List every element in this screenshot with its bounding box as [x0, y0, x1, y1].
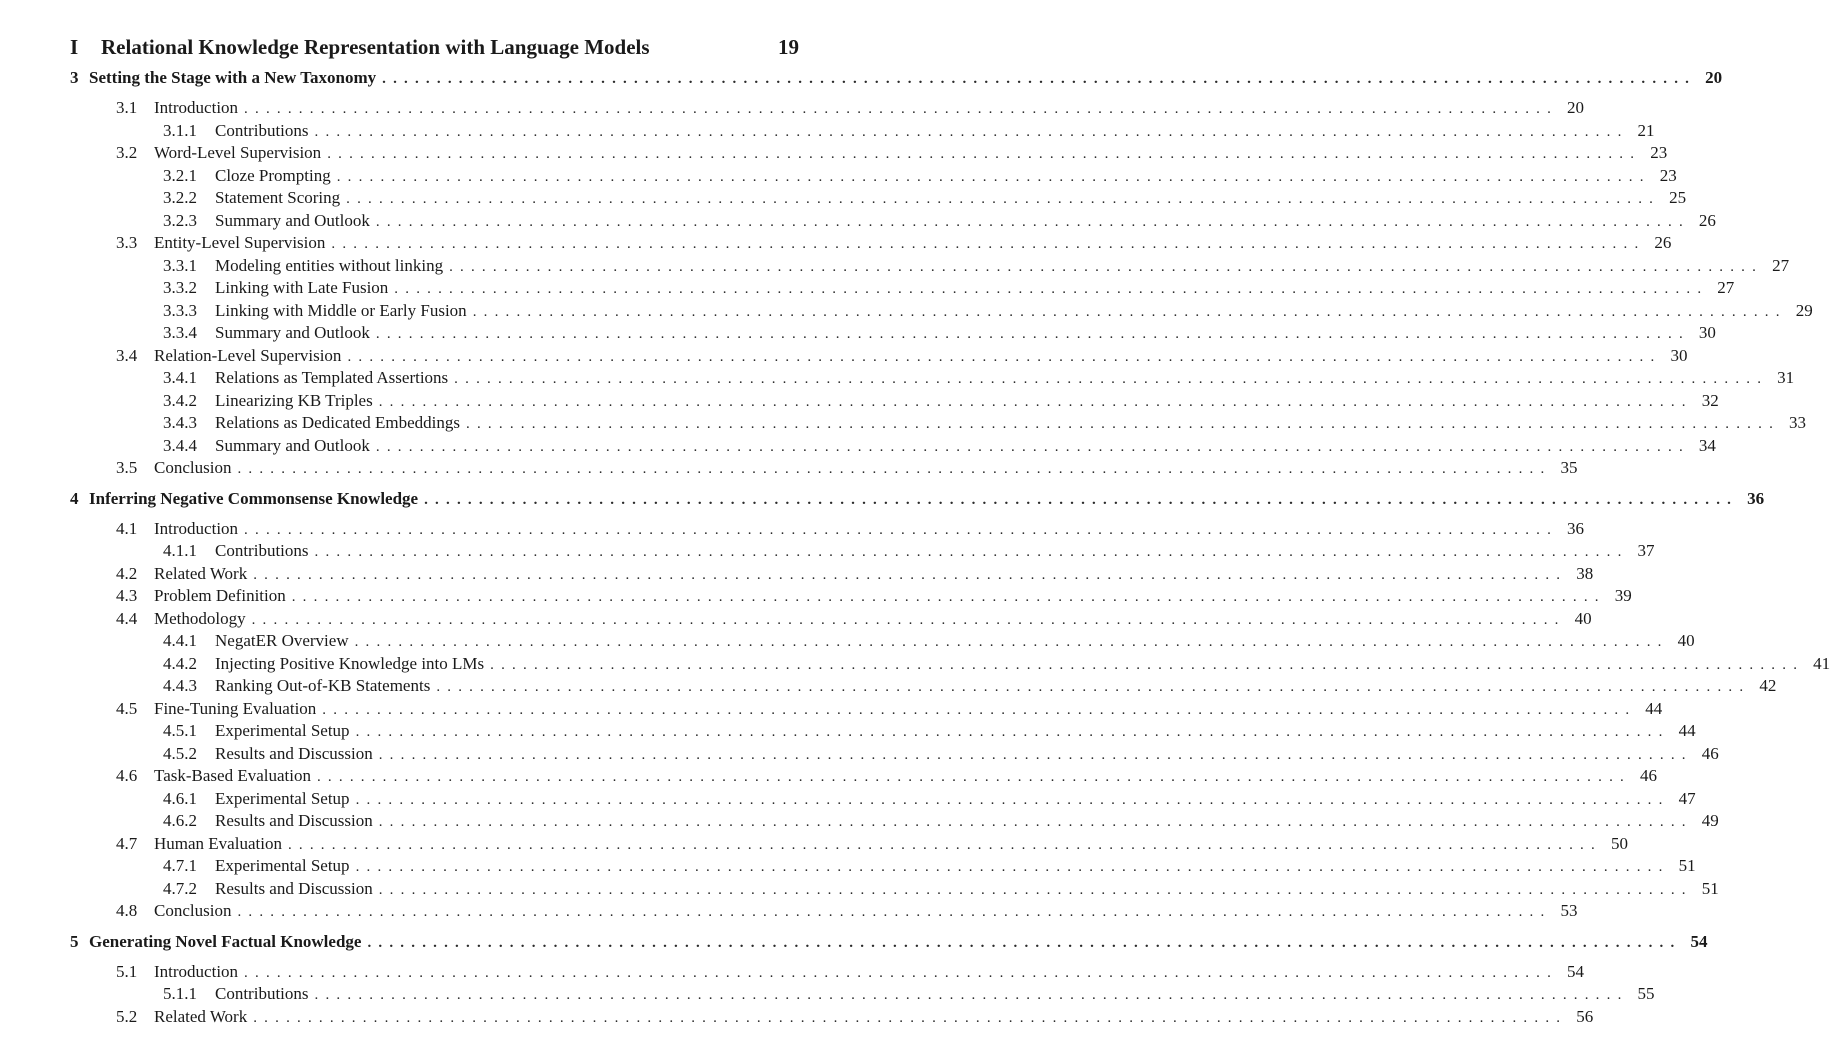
toc-entry-subsection[interactable] — [0, 255, 1790, 277]
toc-entry-section[interactable] — [0, 345, 1688, 367]
entry-number: 3.4.4 — [163, 435, 197, 455]
entry-title: Relations as Dedicated Embeddings — [215, 413, 461, 432]
entry-number: 4.4.3 — [163, 676, 197, 695]
entry-number: 4.2 — [116, 563, 138, 583]
entry-title: Introduction — [154, 518, 239, 538]
entry-number: 3.3.1 — [163, 255, 197, 275]
entry-number: 3.4.1 — [163, 368, 197, 387]
entry-title: Problem Definition — [154, 586, 286, 605]
entry-title: Results and Discussion — [215, 878, 373, 898]
entry-title: Statement Scoring — [215, 188, 341, 207]
dot-leader: ........................................................................................................................ — [382, 71, 1697, 87]
dot-leader: ........................................................................................................................ — [375, 326, 1690, 342]
dot-leader: ........................................................................................................................ — [253, 566, 1568, 583]
entry-title: Summary and Outlook — [215, 435, 370, 455]
entry-page-number: 37 — [1637, 541, 1655, 560]
entry-page-number: 40 — [1574, 608, 1592, 628]
entry-title: Setting the Stage with a New Taxonomy — [89, 68, 377, 87]
dot-leader: ........................................................................................................................ — [378, 881, 1693, 898]
entry-title: Introduction — [154, 98, 239, 117]
entry-page-number: 29 — [1795, 300, 1813, 320]
entry-number: 3.2.3 — [163, 210, 197, 230]
entry-title: NegatER Overview — [215, 631, 349, 650]
toc-entry-subsection[interactable] — [0, 743, 1719, 765]
entry-page-number: 27 — [1772, 255, 1790, 275]
entry-title: Relation-Level Supervision — [154, 345, 342, 365]
dot-leader: ........................................................................................................................ — [355, 791, 1670, 808]
entry-page-number: 54 — [1567, 961, 1585, 981]
entry-number: 3 — [70, 68, 79, 87]
toc-entry-subsection[interactable] — [0, 322, 1716, 344]
toc-entry-section[interactable] — [0, 232, 1672, 254]
entry-page-number: 38 — [1576, 563, 1594, 583]
entry-number: 3.2.2 — [163, 188, 197, 207]
entry-page-number: 51 — [1678, 856, 1696, 875]
entry-page-number: 34 — [1698, 435, 1716, 455]
entry-page-number: 56 — [1576, 1006, 1594, 1026]
dot-leader: ........................................................................................................................ — [454, 371, 1769, 387]
toc-entry-subsection[interactable] — [0, 120, 1655, 142]
toc-entry-subsection[interactable] — [0, 277, 1735, 299]
part-page-number: 19 — [778, 35, 799, 59]
dot-leader: ........................................................................................................................ — [378, 746, 1693, 763]
entry-title: Contributions — [215, 984, 309, 1003]
entry-title: Experimental Setup — [215, 788, 350, 808]
dot-leader: ........................................................................................................................ — [251, 611, 1566, 628]
entry-page-number: 20 — [1705, 68, 1723, 87]
toc-entry-section[interactable] — [0, 961, 1585, 983]
entry-title: Experimental Setup — [215, 721, 350, 740]
entry-page-number: 35 — [1560, 458, 1578, 477]
dot-leader: ........................................................................................................................ — [436, 679, 1751, 695]
entry-title: Ranking Out-of-KB Statements — [215, 676, 431, 695]
entry-number: 4.8 — [116, 901, 138, 920]
toc-entry-section[interactable] — [0, 585, 1632, 607]
entry-page-number: 55 — [1637, 984, 1655, 1003]
entry-number: 4 — [70, 488, 79, 508]
dot-leader: ........................................................................................................................ — [244, 964, 1559, 981]
entry-number: 4.7 — [116, 833, 138, 853]
entry-number: 3.3.4 — [163, 323, 197, 342]
dot-leader: ........................................................................................................................ — [354, 634, 1669, 650]
toc-entry-section[interactable] — [0, 698, 1663, 720]
entry-page-number: 26 — [1654, 233, 1672, 252]
entry-number: 4.7.2 — [163, 878, 197, 898]
toc-entry-subsection[interactable] — [0, 675, 1777, 697]
dot-leader: ........................................................................................................................ — [490, 656, 1805, 673]
entry-number: 3.4.3 — [163, 413, 197, 432]
toc-entry-section[interactable] — [0, 765, 1657, 787]
dot-leader: ........................................................................................................................ — [336, 168, 1651, 185]
toc-entry-subsection[interactable] — [0, 720, 1696, 742]
toc-entry-subsection[interactable] — [0, 810, 1719, 832]
entry-number: 5.1 — [116, 961, 138, 981]
entry-title: Contributions — [215, 541, 309, 560]
entry-page-number: 53 — [1560, 901, 1578, 920]
entry-page-number: 25 — [1669, 188, 1687, 207]
toc-entry-subsection[interactable] — [0, 435, 1716, 457]
dot-leader: ........................................................................................................................ — [253, 1009, 1568, 1026]
entry-title: Inferring Negative Commonsense Knowledge — [89, 488, 419, 508]
toc-entry-subsection[interactable] — [0, 630, 1695, 652]
entry-number: 3.3.2 — [163, 278, 197, 297]
toc-entry-subsection[interactable] — [0, 210, 1716, 232]
entry-number: 3.5 — [116, 458, 138, 477]
entry-number: 3.1.1 — [163, 120, 197, 140]
entry-title: Contributions — [215, 120, 309, 140]
entry-page-number: 44 — [1645, 698, 1663, 718]
entry-page-number: 39 — [1614, 586, 1632, 605]
entry-page-number: 36 — [1567, 518, 1585, 538]
toc-entry-chapter[interactable] — [0, 67, 1723, 89]
entry-title: Modeling entities without linking — [215, 255, 444, 275]
part-number: I — [70, 35, 79, 59]
entry-page-number: 54 — [1690, 931, 1708, 951]
toc-entry-subsection[interactable] — [0, 855, 1696, 877]
entry-page-number: 23 — [1650, 143, 1668, 162]
entry-number: 4.5 — [116, 698, 138, 718]
dot-leader: ........................................................................................................................ — [331, 236, 1646, 252]
entry-number: 4.6 — [116, 766, 138, 785]
dot-leader: ........................................................................................................................ — [316, 769, 1631, 785]
dot-leader: ........................................................................................................................ — [355, 724, 1670, 740]
entry-title: Relations as Templated Assertions — [215, 368, 449, 387]
entry-title: Summary and Outlook — [215, 210, 370, 230]
dot-leader: ........................................................................................................................ — [378, 393, 1693, 410]
entry-title: Methodology — [154, 608, 246, 628]
entry-page-number: 23 — [1659, 165, 1677, 185]
entry-page-number: 36 — [1747, 488, 1765, 508]
dot-leader: ........................................................................................................................ — [314, 123, 1629, 140]
toc-entry-section[interactable] — [0, 833, 1628, 855]
entry-number: 3.3.3 — [163, 300, 197, 320]
entry-number: 4.1.1 — [163, 541, 197, 560]
toc-entry-subsection[interactable] — [0, 300, 1813, 322]
toc-entry-subsection[interactable] — [0, 788, 1696, 810]
dot-leader: ........................................................................................................................ — [472, 303, 1787, 320]
entry-page-number: 41 — [1813, 653, 1830, 673]
entry-title: Linking with Middle or Early Fusion — [215, 300, 467, 320]
entry-title: Results and Discussion — [215, 743, 373, 763]
toc-entry-subsection[interactable] — [0, 412, 1807, 434]
toc-entry-subsection[interactable] — [0, 653, 1830, 675]
entry-number: 4.7.1 — [163, 856, 197, 875]
entry-number: 4.6.2 — [163, 811, 197, 830]
dot-leader: ........................................................................................................................ — [424, 491, 1739, 508]
toc-entry-subsection[interactable] — [0, 367, 1795, 389]
toc-entry-subsection[interactable] — [0, 983, 1655, 1005]
entry-number: 4.3 — [116, 586, 138, 605]
dot-leader: ........................................................................................................................ — [367, 934, 1682, 951]
entry-page-number: 40 — [1677, 631, 1695, 650]
entry-title: Task-Based Evaluation — [154, 766, 311, 785]
dot-leader: ........................................................................................................................ — [327, 146, 1642, 162]
entry-title: Generating Novel Factual Knowledge — [89, 931, 362, 951]
toc-entry-subsection[interactable] — [0, 187, 1687, 209]
entry-page-number: 50 — [1610, 833, 1628, 853]
entry-page-number: 42 — [1759, 676, 1777, 695]
entry-page-number: 46 — [1639, 766, 1657, 785]
entry-number: 3.2 — [116, 143, 138, 162]
entry-title: Experimental Setup — [215, 856, 350, 875]
dot-leader: ........................................................................................................................ — [314, 544, 1629, 560]
dot-leader: ........................................................................................................................ — [237, 461, 1552, 477]
entry-number: 3.4.2 — [163, 390, 197, 410]
entry-number: 4.4.1 — [163, 631, 197, 650]
toc-entry-section[interactable] — [0, 518, 1585, 540]
entry-page-number: 21 — [1637, 120, 1655, 140]
entry-number: 3.3 — [116, 233, 138, 252]
toc-entry-subsection[interactable] — [0, 878, 1719, 900]
dot-leader: ........................................................................................................................ — [355, 859, 1670, 875]
dot-leader: ........................................................................................................................ — [375, 213, 1690, 230]
entry-page-number: 31 — [1777, 368, 1795, 387]
entry-page-number: 33 — [1789, 413, 1807, 432]
dot-leader: ........................................................................................................................ — [347, 348, 1662, 365]
toc-entry-section[interactable] — [0, 563, 1594, 585]
toc-entry-subsection[interactable] — [0, 540, 1655, 562]
entry-title: Conclusion — [154, 458, 232, 477]
entry-page-number: 30 — [1698, 323, 1716, 342]
dot-leader: ........................................................................................................................ — [244, 521, 1559, 538]
entry-number: 5.2 — [116, 1006, 138, 1026]
entry-title: Entity-Level Supervision — [154, 233, 326, 252]
entry-title: Word-Level Supervision — [154, 143, 322, 162]
dot-leader: ........................................................................................................................ — [287, 836, 1602, 853]
entry-title: Related Work — [154, 1006, 248, 1026]
entry-page-number: 30 — [1670, 345, 1688, 365]
entry-number: 3.2.1 — [163, 165, 197, 185]
entry-title: Introduction — [154, 961, 239, 981]
entry-title: Fine-Tuning Evaluation — [154, 698, 317, 718]
toc-entry-section[interactable] — [0, 1006, 1594, 1028]
entry-title: Linearizing KB Triples — [215, 390, 373, 410]
entry-title: Results and Discussion — [215, 811, 373, 830]
entry-page-number: 20 — [1567, 98, 1585, 117]
dot-leader: ........................................................................................................................ — [237, 904, 1552, 920]
dot-leader: ........................................................................................................................ — [375, 438, 1690, 455]
entry-page-number: 47 — [1678, 788, 1696, 808]
entry-number: 5.1.1 — [163, 984, 197, 1003]
entry-number: 3.1 — [116, 98, 138, 117]
toc-entry-section[interactable] — [0, 900, 1578, 922]
dot-leader: ........................................................................................................................ — [322, 701, 1637, 718]
part-heading[interactable] — [70, 33, 799, 61]
entry-title: Human Evaluation — [154, 833, 282, 853]
toc-entry-section[interactable] — [0, 142, 1668, 164]
toc-entry-subsection[interactable] — [0, 390, 1719, 412]
dot-leader: ........................................................................................................................ — [449, 258, 1764, 275]
toc-entry-chapter[interactable] — [0, 488, 1765, 510]
entry-number: 3.4 — [116, 345, 138, 365]
dot-leader: ........................................................................................................................ — [314, 987, 1629, 1003]
entry-page-number: 51 — [1701, 878, 1719, 898]
toc-entry-section[interactable] — [0, 457, 1578, 479]
entry-number: 4.5.1 — [163, 721, 197, 740]
entry-number: 4.5.2 — [163, 743, 197, 763]
entry-number: 4.1 — [116, 518, 138, 538]
toc-entry-section[interactable] — [0, 97, 1585, 119]
dot-leader: ........................................................................................................................ — [346, 191, 1661, 207]
entry-number: 5 — [70, 931, 79, 951]
dot-leader: ........................................................................................................................ — [291, 589, 1606, 605]
dot-leader: ........................................................................................................................ — [244, 101, 1559, 117]
toc-entry-chapter[interactable] — [0, 931, 1708, 953]
entry-title: Cloze Prompting — [215, 165, 331, 185]
dot-leader: ........................................................................................................................ — [466, 416, 1781, 432]
toc-entry-section[interactable] — [0, 608, 1592, 630]
dot-leader: ........................................................................................................................ — [394, 281, 1709, 297]
entry-page-number: 49 — [1701, 811, 1719, 830]
entry-number: 4.4 — [116, 608, 138, 628]
entry-title: Injecting Positive Knowledge into LMs — [215, 653, 485, 673]
entry-title: Linking with Late Fusion — [215, 278, 389, 297]
entry-page-number: 26 — [1698, 210, 1716, 230]
entry-title: Conclusion — [154, 901, 232, 920]
entry-page-number: 27 — [1717, 278, 1735, 297]
dot-leader: ........................................................................................................................ — [378, 814, 1693, 830]
entry-title: Related Work — [154, 563, 248, 583]
entry-title: Summary and Outlook — [215, 323, 370, 342]
entry-page-number: 44 — [1678, 721, 1696, 740]
entry-page-number: 32 — [1701, 390, 1719, 410]
entry-page-number: 46 — [1701, 743, 1719, 763]
entry-number: 4.6.1 — [163, 788, 197, 808]
entry-number: 4.4.2 — [163, 653, 197, 673]
toc-entry-subsection[interactable] — [0, 165, 1677, 187]
part-title: Relational Knowledge Representation with Language Models — [101, 35, 650, 59]
